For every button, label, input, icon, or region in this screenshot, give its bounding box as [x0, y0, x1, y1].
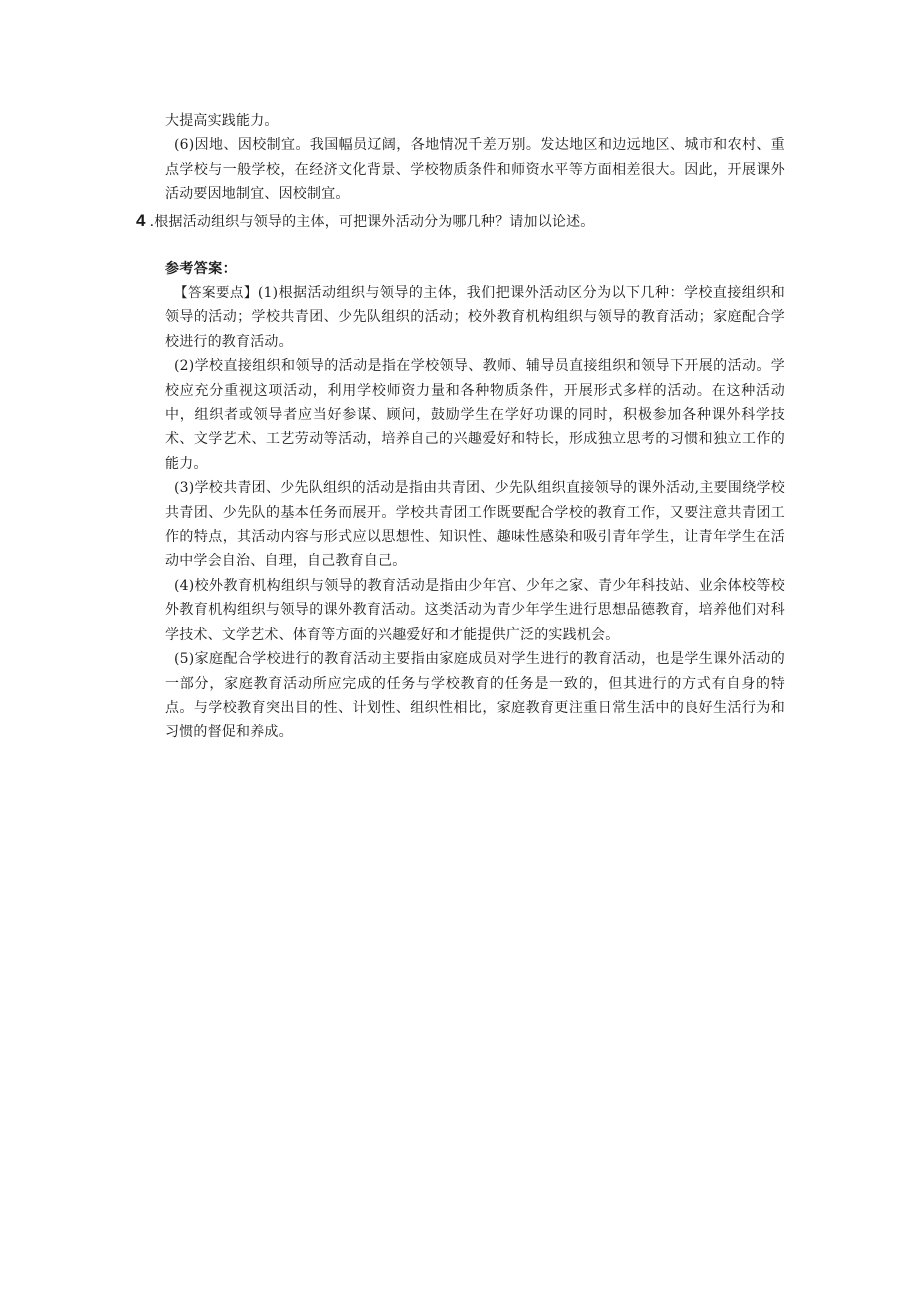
answer-point-3: (3)学校共青团、少先队组织的活动是指由共青团、少先队组织直接领导的课外活动,主要围绕学校共青团、少先队的基本任务而展开。学校共青团工作既要配合学校的教育工作，又要注意共青团工作的特点，其活动内容与形式应以思想性、知识性、趣味性感染和吸引青年学生，让青年学生在活动中学会自治、自理，自己教育自己。: [165, 480, 785, 570]
answer-label: 参考答案：: [165, 261, 237, 277]
line-continuation: 大提高实践能力。: [165, 113, 279, 129]
answer-point-5: (5)家庭配合学校进行的教育活动主要指由家庭成员对学生进行的教育活动，也是学生课外活动的一部分，家庭教育活动所应完成的任务与学校教育的任务是一致的，但其进行的方式有自身的特点。与学校教育突出目的性、计划性、组织性相比，家庭教育更注重日常生活中的良好生活行为和习惯的督促和养成。: [165, 651, 785, 741]
previous-answer-continuation: [165, 109, 785, 207]
answer-point-1-text: (1)根据活动组织与领导的主体，我们把课外活动区分为以下几种：学校直接组织和领导的活动；学校共青团、少先队组织的活动；校外教育机构组织与领导的教育活动；家庭配合学校进行的教育活动。: [165, 285, 786, 350]
answer-point-2: (2)学校直接组织和领导的活动是指在学校领导、教师、辅导员直接组织和领导下开展的活动。学校应充分重视这项活动，利用学校师资力量和各种物质条件，开展形式多样的活动。在这种活动中，组织者或领导者应当好参谋、顾问，鼓励学生在学好功课的同时，积极参加各种课外科学技术、文学艺术、工艺劳动等活动，培养自己的兴趣爱好和特长，形成独立思考的习惯和独立工作的能力。: [165, 358, 785, 472]
question-number: 4: [136, 211, 146, 230]
answer-point-4: (4)校外教育机构组织与领导的教育活动是指由少年宫、少年之家、青少年科技站、业余体校等校外教育机构组织与领导的课外教育活动。这类活动为青少年学生进行思想品德教育，培养他们对科学技术、文学艺术、体育等方面的兴趣爱好和才能提供广泛的实践机会。: [165, 577, 785, 643]
point-6-paragraph: (6)因地、因校制宜。我国幅员辽阔，各地情况千差万别。发达地区和边远地区、城市和农村、重点学校与一般学校，在经济文化背景、学校物质条件和师资水平等方面相差很大。因此，开展课外活动要因地制宜、因校制宜。: [165, 137, 785, 203]
answer-point-1: [165, 281, 785, 354]
answer-key-tag: 【答案要点】: [174, 285, 258, 301]
answer-body: [165, 281, 785, 745]
question-4: [136, 209, 796, 234]
question-text: .根据活动组织与领导的主体，可把课外活动分为哪几种？请加以论述。: [149, 214, 595, 230]
